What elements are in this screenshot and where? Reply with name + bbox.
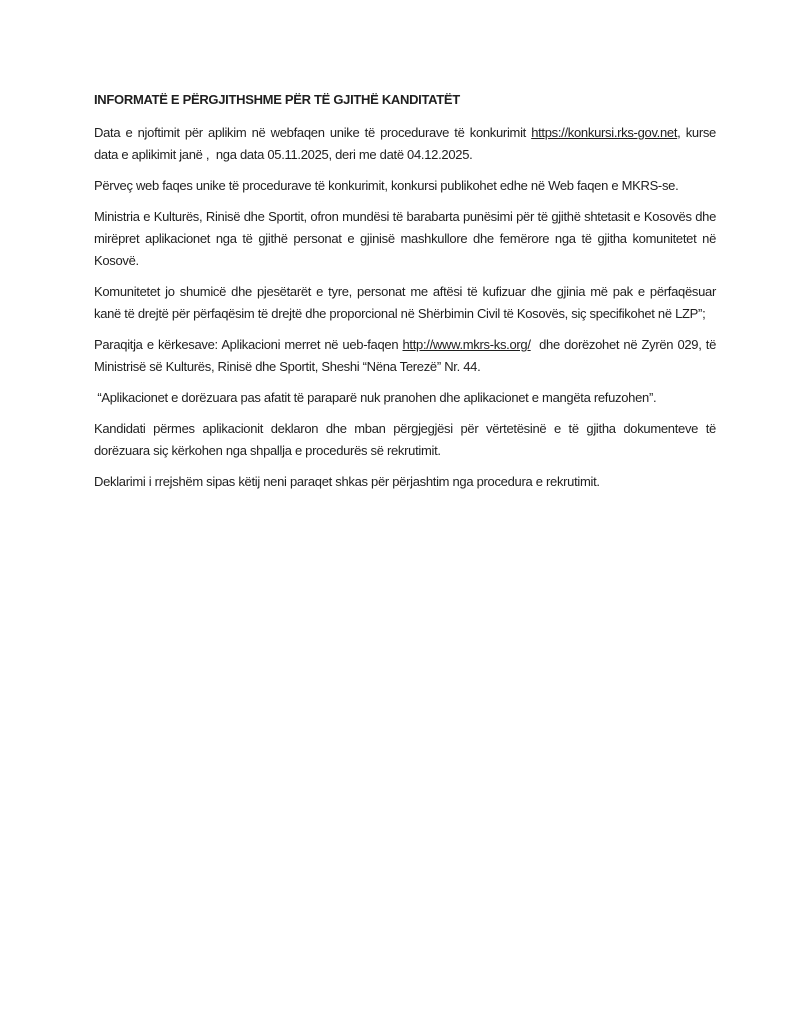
- paragraph-false-declaration: Deklarimi i rrejshëm sipas këtij neni paraqet shkas për përjashtim nga procedura e rekrutimit.: [94, 474, 600, 489]
- paragraph-minorities: Komunitetet jo shumicë dhe pjesëtarët e tyre, personat me aftësi të kufizuar dhe gjinia më pak e përfaqësuar kanë të drejtë për përfaqësim të drejtë dhe proporcional në Shërbimin Civil të Kosovës, siç specifikohet në LZP”;: [94, 284, 720, 321]
- document-heading: INFORMATË E PËRGJITHSHME PËR TË GJITHË KANDITATËT: [94, 92, 460, 107]
- paragraph-late-applications: “Aplikacionet e dorëzuara pas afatit të paraparë nuk pranohen dhe aplikacionet e mangëta refuzohen”.: [94, 390, 657, 405]
- submission-text-before: Paraqitja e kërkesave: Aplikacioni merret në ueb-faqen: [94, 337, 403, 352]
- paragraph-equal-opportunity: Ministria e Kulturës, Rinisë dhe Sportit, ofron mundësi të barabarta punësimi për të gjithë shtetasit e Kosovës dhe mirëpret aplikacionet nga të gjithë personat e gjinisë mashkullore dhe femërore nga të gjitha komunitetet në Kosovë.: [94, 209, 720, 268]
- submission-text-after: dhe dorëzohet në Zyrën 029, të Ministrisë së Kulturës, Rinisë dhe Sportit, Sheshi “Nëna Terezë” Nr. 44.: [94, 337, 720, 374]
- paragraph-submission: [94, 334, 720, 378]
- link-mkrs-ks[interactable]: http://www.mkrs-ks.org/: [402, 337, 531, 352]
- notification-dates-text-after: , kurse data e aplikimit janë , nga data 05.11.2025, deri me datë 04.12.2025.: [94, 125, 720, 162]
- link-konkursi-rks-gov[interactable]: https://konkursi.rks-gov.net: [531, 125, 678, 140]
- paragraph-candidate-declaration: Kandidati përmes aplikacionit deklaron dhe mban përgjegjësi për vërtetësinë e të gjitha dokumenteve të dorëzuara siç kërkohen nga shpallja e procedurës së rekrutimit.: [94, 421, 720, 458]
- notification-dates-text-before: Data e njoftimit për aplikim në webfaqen unike të procedurave të konkurimit: [94, 125, 532, 140]
- paragraph-web-publication: Përveç web faqes unike të procedurave të konkurimit, konkursi publikohet edhe në Web faqen e MKRS-se.: [94, 178, 679, 193]
- paragraph-notification-dates: [94, 122, 720, 166]
